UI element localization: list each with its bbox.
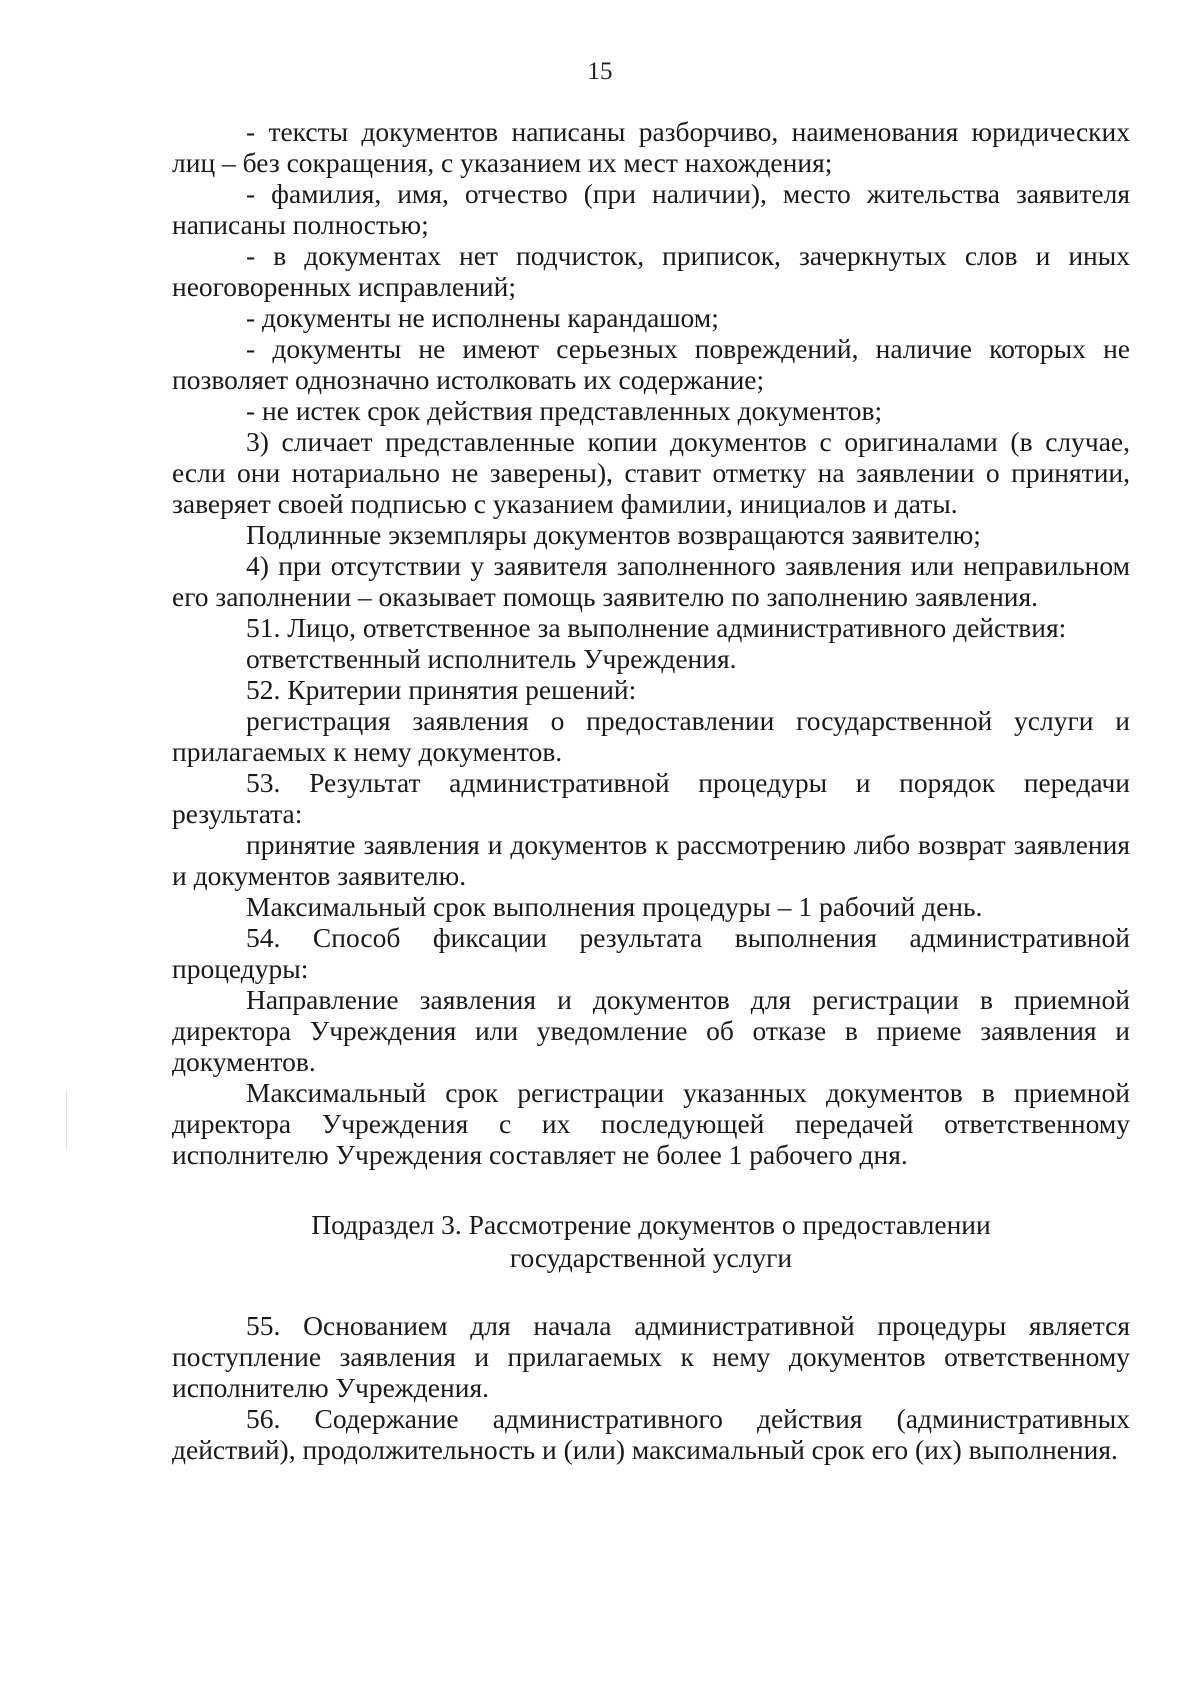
paragraph: ответственный исполнитель Учреждения. [246, 643, 737, 674]
section-heading-line: Подраздел 3. Рассмотрение документов о предоставлении [311, 1209, 991, 1240]
paragraph: - документы не исполнены карандашом; [246, 302, 719, 333]
paragraph: 56. Содержание административного действия (административных действий), продолжительность и (или) максимальный срок его (их) выполнения. [172, 1403, 1130, 1465]
paragraph: 55. Основанием для начала административной процедуры является поступление заявления и прилагаемых к нему документов ответственному исполнителю Учреждения. [172, 1310, 1130, 1403]
paragraph: - тексты документов написаны разборчиво, наименования юридических лиц – без сокращения, с указанием их мест нахождения; [172, 116, 1130, 178]
paragraph: Максимальный срок выполнения процедуры – 1 рабочий день. [246, 891, 983, 922]
paragraph: регистрация заявления о предоставлении государственной услуги и прилагаемых к нему документов. [172, 705, 1130, 767]
paragraph: 54. Способ фиксации результата выполнения административной процедуры: [172, 922, 1130, 984]
paragraph: 3) сличает представленные копии документов с оригиналами (в случае, если они нотариально не заверены), ставит отметку на заявлении о принятии, заверяет своей подписью с указанием фамилии, инициалов и даты. [172, 426, 1130, 519]
paragraph: 53. Результат административной процедуры и порядок передачи результата: [172, 767, 1130, 829]
paragraph: - не истек срок действия представленных документов; [246, 395, 883, 426]
paragraph: Подлинные экземпляры документов возвращаются заявителю; [246, 519, 981, 550]
page-number: 15 [587, 58, 613, 85]
section-heading-line: государственной услуги [509, 1242, 793, 1273]
paragraph: 4) при отсутствии у заявителя заполненного заявления или неправильном его заполнении – оказывает помощь заявителю по заполнению заявления. [172, 550, 1130, 612]
paragraph: - в документах нет подчисток, приписок, зачеркнутых слов и иных неоговоренных исправлений; [172, 240, 1130, 302]
section-heading [172, 1208, 1130, 1274]
paragraph-group-after-heading [172, 1310, 1130, 1465]
paragraph: 51. Лицо, ответственное за выполнение административного действия: [246, 612, 1067, 643]
paragraph: - документы не имеют серьезных повреждений, наличие которых не позволяет однозначно истолковать их содержание; [172, 333, 1130, 395]
scan-artifact-line [66, 1090, 67, 1150]
paragraph: - фамилия, имя, отчество (при наличии), место жительства заявителя написаны полностью; [172, 178, 1130, 240]
paragraph: Направление заявления и документов для регистрации в приемной директора Учреждения или уведомление об отказе в приеме заявления и документов. [172, 984, 1130, 1077]
paragraph-group-before-heading [172, 116, 1130, 1170]
paragraph: 52. Критерии принятия решений: [246, 674, 637, 705]
paragraph: Максимальный срок регистрации указанных документов в приемной директора Учреждения с их последующей передачей ответственному исполнителю Учреждения составляет не более 1 рабочего дня. [172, 1077, 1130, 1170]
paragraph: принятие заявления и документов к рассмотрению либо возврат заявления и документов заявителю. [172, 829, 1130, 891]
document-body [172, 116, 1130, 1465]
